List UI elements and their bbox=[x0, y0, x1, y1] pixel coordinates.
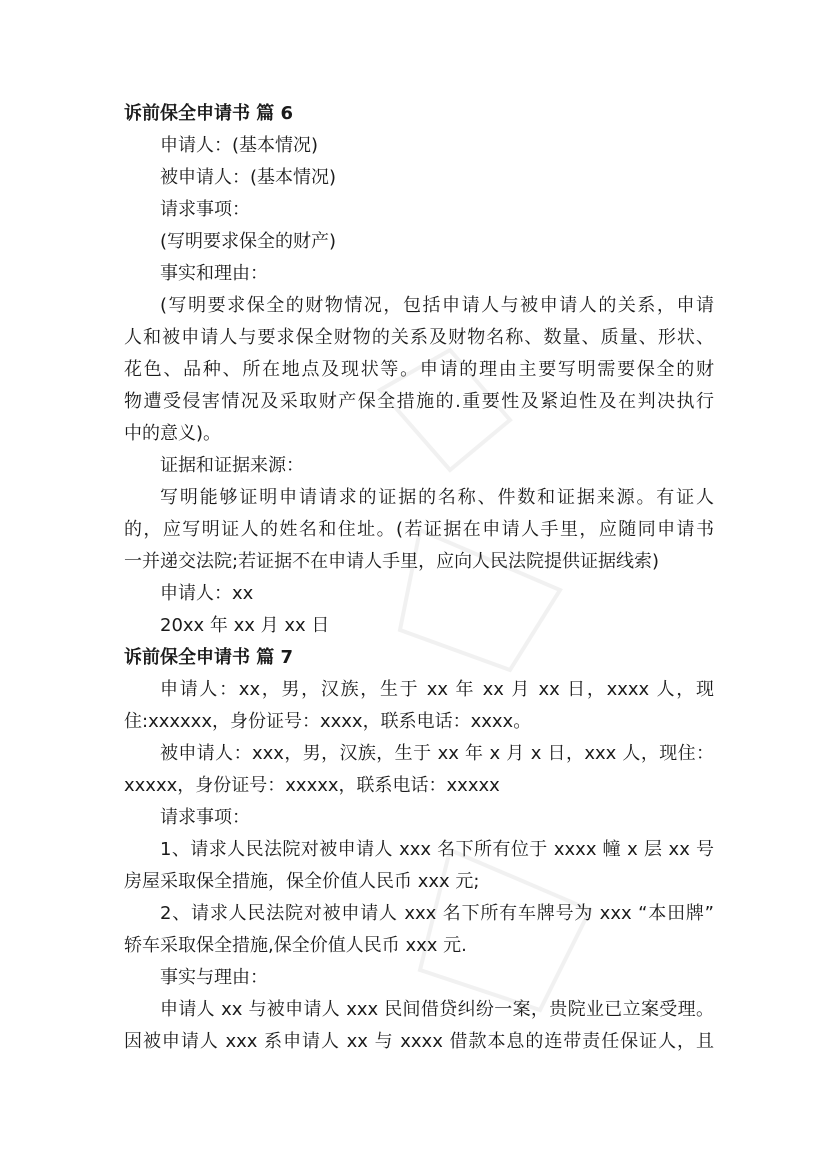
section7-facts-line: 因被申请人 xxx 系申请人 xx 与 xxxx 借款本息的连带责任保证人，且 bbox=[124, 1031, 714, 1052]
section6-facts-line: 人和被申请人与要求保全财物的关系及财物名称、数量、质量、形状、 bbox=[124, 327, 714, 348]
section7-respondent-line: xxxxx，身份证号：xxxxx，联系电话：xxxxx bbox=[124, 775, 500, 796]
section7-item2-line: 2、请求人民法院对被申请人 xxx 名下所有车牌号为 xxx “本田牌” bbox=[160, 903, 714, 924]
section7-heading: 诉前保全申请书 篇 7 bbox=[124, 647, 294, 668]
section7-applicant-line: 申请人：xx，男，汉族，生于 xx 年 xx 月 xx 日，xxxx 人，现 bbox=[160, 679, 714, 700]
section6-evidence-line: 的，应写明证人的姓名和住址。(若证据在申请人手里，应随同申请书 bbox=[124, 519, 714, 540]
section6-heading: 诉前保全申请书 篇 6 bbox=[124, 103, 294, 124]
section7-request-label: 请求事项： bbox=[160, 807, 250, 828]
section7-respondent-line: 被申请人：xxx，男，汉族，生于 xx 年 x 月 x 日，xxx 人，现住： bbox=[160, 743, 714, 764]
section6-facts-line: (写明要求保全的财物情况，包括申请人与被申请人的关系，申请 bbox=[160, 295, 714, 316]
section7-applicant-line: 住:xxxxxx，身份证号：xxxx，联系电话：xxxx。 bbox=[124, 711, 532, 732]
section6-request-text: (写明要求保全的财产) bbox=[160, 231, 337, 252]
section7-facts-line: 申请人 xx 与被申请人 xxx 民间借贷纠纷一案，贵院业已立案受理。 bbox=[160, 999, 714, 1020]
section6-signature: 申请人：xx bbox=[160, 583, 254, 604]
section6-facts-line: 中的意义)。 bbox=[124, 423, 222, 444]
section7-item1-line: 房屋采取保全措施，保全价值人民币 xxx 元; bbox=[124, 871, 480, 892]
section6-facts-label: 事实和理由： bbox=[160, 263, 268, 284]
section6-evidence-line: 一并递交法院;若证据不在申请人手里，应向人民法院提供证据线索) bbox=[124, 551, 660, 572]
section7-item1-line: 1、请求人民法院对被申请人 xxx 名下所有位于 xxxx 幢 x 层 xx 号 bbox=[160, 839, 714, 860]
section7-item2-line: 轿车采取保全措施,保全价值人民币 xxx 元. bbox=[124, 935, 467, 956]
section6-facts-line: 花色、品种、所在地点及现状等。申请的理由主要写明需要保全的财 bbox=[124, 359, 714, 380]
section6-facts-line: 物遭受侵害情况及采取财产保全措施的.重要性及紧迫性及在判决执行 bbox=[124, 391, 714, 412]
document-body bbox=[124, 98, 714, 1058]
section7-facts-label: 事实与理由： bbox=[160, 967, 268, 988]
section6-respondent: 被申请人：(基本情况) bbox=[160, 167, 337, 188]
section6-applicant: 申请人：(基本情况) bbox=[160, 135, 319, 156]
section6-request-label: 请求事项： bbox=[160, 199, 250, 220]
section6-evidence-label: 证据和证据来源： bbox=[160, 455, 304, 476]
section6-date: 20xx 年 xx 月 xx 日 bbox=[160, 615, 330, 636]
section6-evidence-line: 写明能够证明申请请求的证据的名称、件数和证据来源。有证人 bbox=[160, 487, 714, 508]
